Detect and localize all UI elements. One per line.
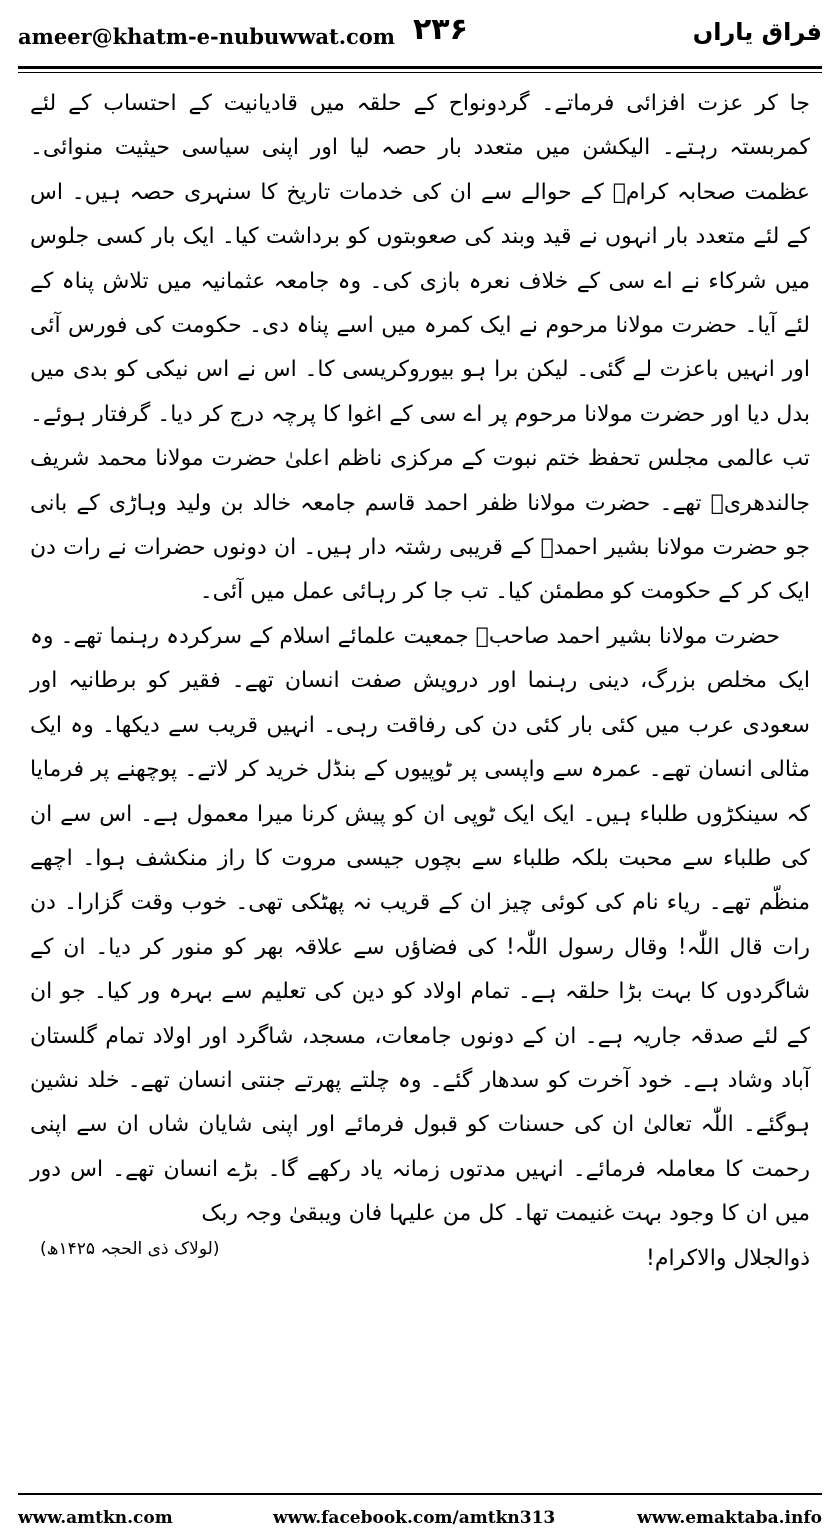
- book-title: فراق یاراں: [692, 18, 822, 46]
- footer-link-amtkn[interactable]: www.amtkn.com: [18, 1508, 173, 1528]
- closing-line: [30, 1237, 810, 1281]
- page-number: ۲۳۶: [413, 12, 468, 47]
- page-body: [30, 82, 810, 1281]
- header-rule: [18, 66, 822, 69]
- page-header: [18, 12, 822, 62]
- paragraph-2: حضرت مولانا بشیر احمد صاحبؒ جمعیت علمائے اسلام کے سرکردہ رہنما تھے۔ وہ ایک مخلص بزرگ، دینی رہنما اور درویش صفت انسان تھے۔ فقیر کو برطانیہ اور سعودی عرب میں کئی بار کئی دن کی رفاقت رہی۔ انہیں قریب سے دیکھا۔ وہ ایک مثالی انسان تھے۔ عمرہ سے واپسی پر ٹوپیوں کے بنڈل خرید کر لاتے۔ پوچھنے پر فرمایا کہ سینکڑوں طلباء ہیں۔ ایک ایک ٹوپی ان کو پیش کرنا میرا معمول ہے۔ اس سے ان کی طلباء سے محبت بلکہ طلباء سے بچوں جیسی مروت کا راز منکشف ہوا۔ اچھے منظّم تھے۔ ریاء نام کی کوئی چیز ان کے قریب نہ پھٹکی تھی۔ خوب وقت گزارا۔ دن رات قال اللّٰہ! وقال رسول اللّٰہ! کی فضاؤں سے علاقہ بھر کو منور کر دیا۔ ان کے شاگردوں کا بہت بڑا حلقہ ہے۔ تمام اولاد کو دین کی تعلیم سے بہرہ ور کیا۔ جو ان کے لئے صدقہ جاریہ ہے۔ ان کے دونوں جامعات، مسجد، شاگرد اور اولاد تمام گلستان آباد وشاد ہے۔ خود آخرت کو سدھار گئے۔ وہ چلتے پھرتے جنتی انسان تھے۔ خلد نشین ہوگئے۔ اللّٰہ تعالیٰ ان کی حسنات کو قبول فرمائے اور اپنی شایان شاں ان سے اپنی رحمت کا معاملہ فرمائے۔ انہیں مدتوں زمانہ یاد رکھے گا۔ بڑے انسان تھے۔ اس دور میں ان کا وجود بہت غنیمت تھا۔ کل من علیہا فان ویبقیٰ وجہ ربک: [30, 623, 810, 1227]
- closing-text: ذوالجلال والاکرام!: [646, 1245, 810, 1271]
- header-email: ameer@khatm-e-nubuwwat.com: [18, 24, 396, 49]
- footer-link-facebook[interactable]: www.facebook.com/amtkn313: [273, 1508, 556, 1528]
- paragraph-1: جا کر عزت افزائی فرماتے۔ گردونواح کے حلقہ میں قادیانیت کے احتساب کے لئے کمربستہ رہتے۔ الیکشن میں متعدد بار حصہ لیا اور اپنی سیاسی حیثیت منوائی۔ عظمت صحابہ کرامؓ کے حوالے سے ان کی خدمات تاریخ کا سنہری حصہ ہیں۔ اس کے لئے متعدد بار انہوں نے قید وبند کی صعوبتوں کو برداشت کیا۔ ایک بار کسی جلوس میں شرکاء نے اے سی کے خلاف نعرہ بازی کی۔ وہ جامعہ عثمانیہ میں تلاش پناہ کے لئے آیا۔ حضرت مولانا مرحوم نے ایک کمرہ میں اسے پناہ دی۔ حکومت کی فورس آئی اور انہیں باعزت لے گئی۔ لیکن برا ہو بیوروکریسی کا۔ اس نے اس نیکی کو بدی میں بدل دیا اور حضرت مولانا مرحوم پر اے سی کے اغوا کا پرچہ درج کر دیا۔ گرفتار ہوئے۔ تب عالمی مجلس تحفظ ختم نبوت کے مرکزی ناظم اعلیٰ حضرت مولانا محمد شریف جالندھریؒ تھے۔ حضرت مولانا ظفر احمد قاسم جامعہ خالد بن ولید وہاڑی کے بانی جو حضرت مولانا بشیر احمدؒ کے قریبی رشتہ دار ہیں۔ ان دونوں حضرات نے رات دن ایک کر کے حکومت کو مطمئن کیا۔ تب جا کر رہائی عمل میں آئی۔: [30, 91, 810, 605]
- source-citation: (لولاک ذی الحجہ ۱۴۲۵ھ): [40, 1238, 220, 1259]
- footer-rule: [18, 1493, 822, 1495]
- footer-link-emaktaba[interactable]: www.emaktaba.info: [637, 1508, 822, 1528]
- header-rule-thin: [18, 72, 822, 73]
- page-footer: [18, 1508, 822, 1532]
